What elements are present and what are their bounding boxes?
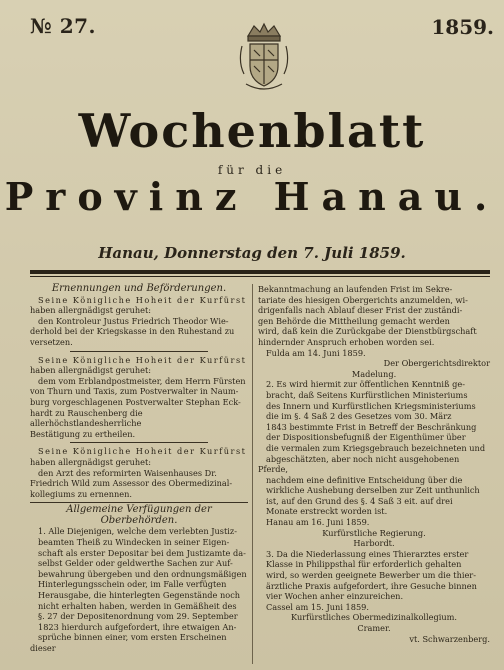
text-line: bracht, daß Seitens Kurfürstlichen Ministeriums bbox=[266, 389, 468, 400]
signature-name: Madelung. bbox=[351, 368, 397, 379]
signature-title: Kurfürstliches Obermedizinalkollegium. bbox=[291, 612, 457, 623]
text-line: Seine Königliche Hoheit der Kurfürst bbox=[38, 446, 247, 457]
article-paragraph bbox=[258, 379, 490, 549]
signature-date: Cassel am 15. Juni 1859. bbox=[266, 601, 369, 612]
signature-name: Harbordt. bbox=[353, 538, 395, 549]
signature-title: Der Obergerichtsdirektor bbox=[383, 358, 490, 369]
text-line: derhold bei der Kriegskasse in den Ruhestand zu bbox=[30, 326, 235, 337]
divider bbox=[70, 351, 208, 352]
section-heading-ordinances: Allgemeine Verfügungen der Oberbehörden. bbox=[30, 502, 248, 526]
title-connector: für die bbox=[217, 163, 287, 177]
text-line: hindernder Anspruch erhoben worden sei. bbox=[258, 336, 435, 347]
signature-name: Cramer. bbox=[357, 623, 391, 633]
text-line: die im §. 4 Saß 2 des Gesetzes vom 30. März bbox=[266, 411, 452, 422]
divider bbox=[70, 442, 208, 443]
header-rule-thin bbox=[30, 276, 490, 277]
text-line: Monate erstreckt worden ist. bbox=[266, 506, 388, 517]
text-line: der Dispositionsbefugniß der Eigenthümer über bbox=[266, 432, 466, 443]
text-line: 3. Da die Niederlassung eines Thierarztes erster bbox=[266, 548, 469, 559]
article-paragraph bbox=[30, 355, 248, 440]
article-paragraph bbox=[258, 284, 490, 379]
article-paragraph bbox=[30, 295, 248, 348]
text-line: bewahrung übergeben und den ordnungsmäßigen bbox=[38, 568, 247, 579]
text-line: die vermalen zum Kriegsgebrauch bezeichneten und bbox=[266, 442, 486, 453]
text-line: vier Wochen anher einzureichen. bbox=[266, 591, 404, 602]
text-line: 2. Es wird hiermit zur öffentlichen Kenntniß ge- bbox=[266, 379, 465, 390]
text-line: hardt zu Rauschenberg die allerhöchstlandesherrliche bbox=[30, 407, 143, 429]
text-line: gen Behörde die Mittheilung gemacht werden bbox=[258, 315, 450, 326]
text-line: wird, daß kein die Zurückgabe der Dienstbürgschaft bbox=[258, 326, 477, 337]
text-line: Friedrich Wild zum Assessor des Obermedizinal- bbox=[30, 478, 233, 489]
text-line: 1823 hierdurch aufgefordert, ihre etwaigen An- bbox=[38, 621, 237, 632]
left-column bbox=[30, 284, 248, 654]
newspaper-title: Wochenblatt bbox=[78, 104, 426, 158]
dateline: Hanau, Donnerstag den 7. Juli 1859. bbox=[98, 244, 406, 262]
text-line: drigenfalls nach Ablauf dieser Frist der zuständi- bbox=[258, 305, 463, 316]
text-line: beamten Theiß zu Windecken in seiner Eigen- bbox=[38, 537, 230, 548]
text-line: haben allergnädigst geruhet: bbox=[30, 305, 152, 316]
text-line: schaft als erster Depositar bei dem Justizamte da- bbox=[38, 547, 246, 558]
text-line: wirkliche Aushebung derselben zur Zeit unthunlich bbox=[266, 485, 480, 496]
text-line: Klasse in Philippsthal für erforderlich gehalten bbox=[266, 559, 462, 570]
text-line: versetzen. bbox=[30, 336, 73, 347]
article-paragraph bbox=[30, 526, 248, 653]
text-line: Seine Königliche Hoheit der Kurfürst bbox=[38, 354, 247, 365]
text-line: Herausgabe, die hinterlegten Gegenstände noch bbox=[38, 590, 241, 601]
text-line: den Kontroleur Justus Friedrich Theodor Wie- bbox=[38, 315, 229, 326]
text-line: Bestätigung zu ertheilen. bbox=[30, 428, 136, 439]
newspaper-subtitle: Provinz Hanau. bbox=[4, 174, 500, 219]
text-line: Seine Königliche Hoheit der Kurfürst bbox=[38, 294, 247, 305]
issue-year: 1859. bbox=[431, 15, 494, 39]
text-line: tariate des hiesigen Obergerichts anzumelden, wi- bbox=[258, 294, 468, 305]
article-paragraph bbox=[30, 446, 248, 499]
text-line: dem vom Erblandpostmeister, dem Herrn Fürsten bbox=[38, 375, 246, 386]
text-line: §. 27 der Depositenordnung vom 29. September bbox=[38, 611, 238, 622]
text-line: ist, auf den Grund des §. 4 Saß 3 eit. auf drei bbox=[266, 495, 453, 506]
text-line: ärztliche Praxis aufgefordert, ihre Gesuche binnen bbox=[266, 580, 477, 591]
text-line: Bekanntmachung an laufenden Frist im Sekre- bbox=[258, 284, 453, 294]
signature-title: Kurfürstliche Regierung. bbox=[322, 527, 426, 538]
text-line: abgeschätzten, aber noch nicht ausgehobenen Pferde, bbox=[258, 453, 460, 475]
text-line: nicht erhalten haben, werden in Gemäßheit des bbox=[38, 600, 237, 611]
issue-number: № 27. bbox=[30, 14, 96, 38]
text-line: den Arzt des reformirten Waisenhauses Dr. bbox=[38, 467, 217, 478]
right-column bbox=[258, 284, 490, 644]
text-line: selbst Gelder oder geldwerthe Sachen zur Auf- bbox=[38, 558, 233, 569]
text-line: des Innern und Kurfürstlichen Kriegsministeriums bbox=[266, 400, 476, 411]
article-paragraph bbox=[258, 549, 490, 644]
column-divider bbox=[252, 284, 253, 664]
text-line: 1843 bestimmte Frist in Betreff der Beschränkung bbox=[266, 421, 477, 432]
header-rule-thick bbox=[30, 270, 490, 274]
text-line: nachdem eine definitive Entscheidung über die bbox=[266, 474, 463, 485]
text-line: Hinterlegungsschein oder, im Falle verfügten bbox=[38, 579, 227, 590]
text-line: sprüche binnen einer, vom ersten Erscheinen dieser bbox=[30, 632, 227, 653]
text-line: haben allergnädigst geruhet: bbox=[30, 365, 152, 376]
signature-date: Hanau am 16. Juni 1859. bbox=[266, 517, 370, 528]
text-line: 1. Alle Diejenigen, welche dem verlebten Justiz- bbox=[38, 526, 237, 537]
text-line: kollegiums zu ernennen. bbox=[30, 488, 133, 499]
text-line: von Thurn und Taxis, zum Postverwalter in Naum- bbox=[30, 386, 239, 397]
signature-date: Fulda am 14. Juni 1859. bbox=[266, 347, 366, 358]
coat-of-arms-icon bbox=[234, 22, 294, 94]
signature-deputy: vt. Schwarzenberg. bbox=[409, 633, 490, 644]
text-line: haben allergnädigst geruhet: bbox=[30, 456, 152, 467]
section-heading-appointments: Ernennungen und Beförderungen. bbox=[51, 283, 227, 294]
text-line: wird, so werden geeignete Bewerber um die thier- bbox=[266, 570, 476, 581]
text-line: burg vorgeschlagenen Postverwalter Stephan Eck- bbox=[30, 396, 241, 407]
